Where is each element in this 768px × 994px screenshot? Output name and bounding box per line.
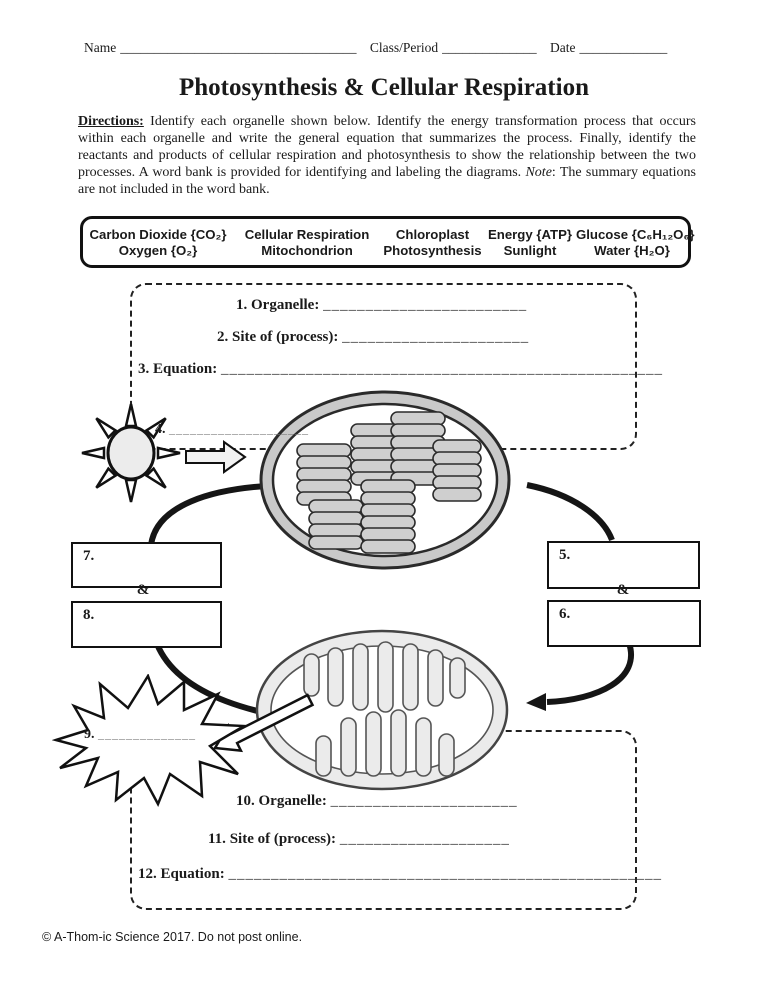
word-bank-item: Water {H₂O} xyxy=(594,242,670,258)
ampersand-left: & xyxy=(136,582,150,598)
word-bank-item: Photosynthesis xyxy=(383,242,482,258)
q11-number: 11. xyxy=(208,831,226,847)
name-blank-line[interactable]: ___________________________________ xyxy=(120,40,357,55)
q3-label: Equation: xyxy=(153,361,218,377)
box8-number: 8. xyxy=(83,607,95,623)
q9-blank[interactable]: ______________ xyxy=(98,727,196,741)
q9-line xyxy=(84,727,196,743)
q11-line xyxy=(208,831,510,848)
word-bank-item: Sunlight xyxy=(503,242,557,258)
answer-box-8[interactable] xyxy=(71,601,222,648)
grana-stack xyxy=(361,480,415,553)
q2-blank[interactable]: ______________________ xyxy=(342,329,530,345)
q1-number: 1. xyxy=(236,297,248,313)
header-row xyxy=(84,40,704,56)
q4-blank[interactable]: ____________________ xyxy=(169,422,309,436)
arrow-box6-to-mitochondrion xyxy=(547,643,631,702)
class-period-blank-line[interactable]: ______________ xyxy=(442,40,537,55)
page-title: Photosynthesis & Cellular Respiration xyxy=(179,74,589,101)
q2-number: 2. xyxy=(217,329,229,345)
box7-number: 7. xyxy=(83,548,95,564)
directions-label: Directions: xyxy=(78,114,144,129)
q10-label: Organelle: xyxy=(258,793,327,809)
q1-blank[interactable]: ________________________ xyxy=(323,297,528,313)
word-bank-item: Mitochondrion xyxy=(261,242,353,258)
grana-stack xyxy=(297,444,351,505)
word-bank-item: Cellular Respiration xyxy=(244,226,370,242)
q10-number: 10. xyxy=(236,793,255,809)
q12-label: Equation: xyxy=(160,866,225,882)
date-blank-line[interactable]: _____________ xyxy=(579,40,668,55)
q4-number: 4. xyxy=(155,422,166,437)
q10-line xyxy=(236,793,518,810)
grana-stack xyxy=(309,500,363,549)
box5-number: 5. xyxy=(559,547,571,563)
answer-box-6[interactable] xyxy=(547,600,701,647)
q2-label: Site of (process): xyxy=(232,329,339,345)
box6-number: 6. xyxy=(559,606,571,622)
directions-body: Identify each organelle shown below. Identify the energy transformation process that occurs within each organelle and write the general equation that summarizes the process. Finally, identify the reactants and products of cellular respiration and photosynthesis to show the relationship between the two processes. A word bank is provided for identifying and labeling the diagrams. xyxy=(78,114,696,180)
sun-icon xyxy=(78,396,188,508)
name-label: Name xyxy=(84,40,117,55)
q10-blank[interactable]: ______________________ xyxy=(330,793,518,809)
q1-line xyxy=(236,297,527,314)
grana-stack xyxy=(433,440,481,501)
word-bank-item: Carbon Dioxide {CO₂} xyxy=(89,226,227,242)
q12-number: 12. xyxy=(138,866,157,882)
word-bank xyxy=(80,216,695,268)
word-bank-item: Chloroplast xyxy=(395,226,470,242)
line-chloroplast-to-box5 xyxy=(527,485,612,540)
q3-line xyxy=(138,361,663,378)
q1-label: Organelle: xyxy=(251,297,320,313)
q12-blank[interactable]: ___________________________________________________ xyxy=(228,866,662,882)
directions-paragraph xyxy=(78,114,696,199)
class-period-label: Class/Period xyxy=(369,40,439,55)
arrowhead-to-mitochondrion xyxy=(526,693,546,711)
q3-number: 3. xyxy=(138,361,150,377)
word-bank-item: Oxygen {O₂} xyxy=(118,242,198,258)
chloroplast-illustration xyxy=(257,388,513,572)
q2-line xyxy=(217,329,529,346)
directions-note-label: Note xyxy=(525,164,552,180)
ampersand-right: & xyxy=(616,582,630,598)
sunlight-arrow-icon xyxy=(184,440,248,474)
directions-note-rest: : The summary equations are not included in the word bank. xyxy=(78,164,696,197)
word-bank-item: Glucose {C₆H₁₂O₆} xyxy=(576,226,695,242)
date-label: Date xyxy=(550,40,576,55)
word-bank-item: Energy {ATP} xyxy=(487,226,573,242)
q9-number: 9. xyxy=(84,727,95,742)
q12-line xyxy=(138,866,662,883)
copyright-notice: © A-Thom-ic Science 2017. Do not post online. xyxy=(42,930,303,944)
q4-line xyxy=(155,422,309,438)
q11-label: Site of (process): xyxy=(229,831,337,847)
q11-blank[interactable]: ____________________ xyxy=(339,831,510,847)
q3-blank[interactable]: ____________________________________________________ xyxy=(220,361,663,377)
